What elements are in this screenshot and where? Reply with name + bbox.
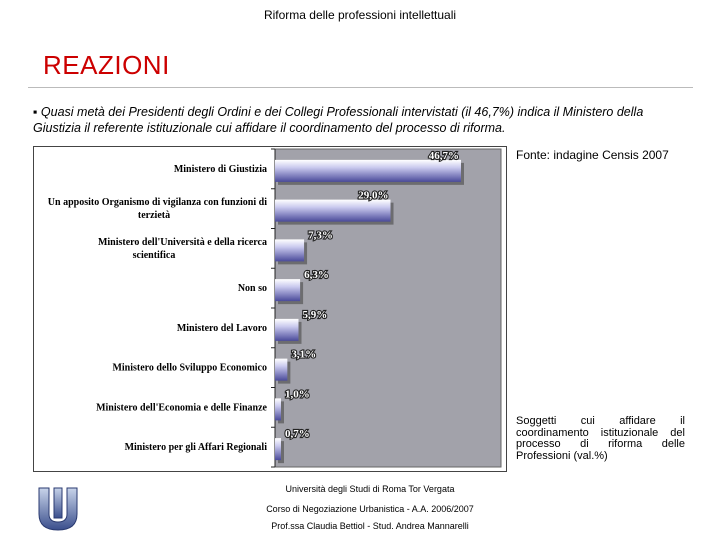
category-label: Non so	[237, 283, 267, 295]
category-label: scientifica	[132, 249, 176, 261]
data-label: 3,1%	[291, 348, 317, 361]
category-label: Ministero per gli Affari Regionali	[124, 442, 267, 454]
data-label: 5,9%	[302, 308, 328, 321]
category-label: terzietà	[137, 210, 171, 222]
footer-authors: Prof.ssa Claudia Bettiol - Stud. Andrea Mannarelli	[271, 521, 469, 531]
bar	[275, 200, 391, 222]
bar	[275, 279, 300, 301]
bar	[275, 319, 298, 341]
source-note: Fonte: indagine Censis 2007	[516, 148, 669, 162]
title-divider	[28, 87, 693, 88]
data-label: 29,0%	[358, 189, 389, 202]
header-title: Riforma delle professioni intellettuali	[263, 8, 457, 22]
bar	[275, 398, 281, 420]
bar	[275, 160, 461, 182]
data-label: 7,3%	[308, 229, 333, 242]
data-label: 0,7%	[285, 428, 310, 441]
category-label: Ministero di Giustizia	[173, 163, 267, 175]
slide-title: REAZIONI	[43, 50, 170, 80]
category-label: Ministero del Lavoro	[176, 322, 267, 334]
university-logo-icon	[36, 484, 80, 532]
bar	[275, 239, 304, 261]
chart-caption: Soggetti cui affidare il coordinamento istituzionale del processo di riforma delle Professioni (val.%)	[516, 415, 685, 462]
footer-course: Corso di Negoziazione Urbanistica - A.A. 2006/2007	[266, 504, 474, 514]
data-label: 1,0%	[285, 388, 310, 401]
data-label: 46,7%	[428, 149, 459, 162]
bar-chart	[33, 146, 507, 472]
category-label: Ministero dell'Università e della ricerca	[97, 236, 267, 248]
data-label: 6,3%	[304, 269, 329, 282]
bar	[275, 359, 287, 381]
category-label: Ministero dell'Economia e delle Finanze	[96, 402, 267, 414]
intro-text: ▪ Quasi metà dei Presidenti degli Ordini e dei Collegi Professionali intervistati (il 46,7%) indica il Ministero della Giustizia il referente istituzionale cui affidare il coordinamento del processo di riforma.	[33, 105, 644, 135]
category-label: Un apposito Organismo di vigilanza con funzioni di	[47, 197, 267, 209]
footer-university: Università degli Studi di Roma Tor Vergata	[285, 484, 455, 494]
category-label: Ministero dello Sviluppo Economico	[112, 362, 267, 374]
chart-svg	[34, 147, 506, 471]
bar	[275, 438, 281, 460]
